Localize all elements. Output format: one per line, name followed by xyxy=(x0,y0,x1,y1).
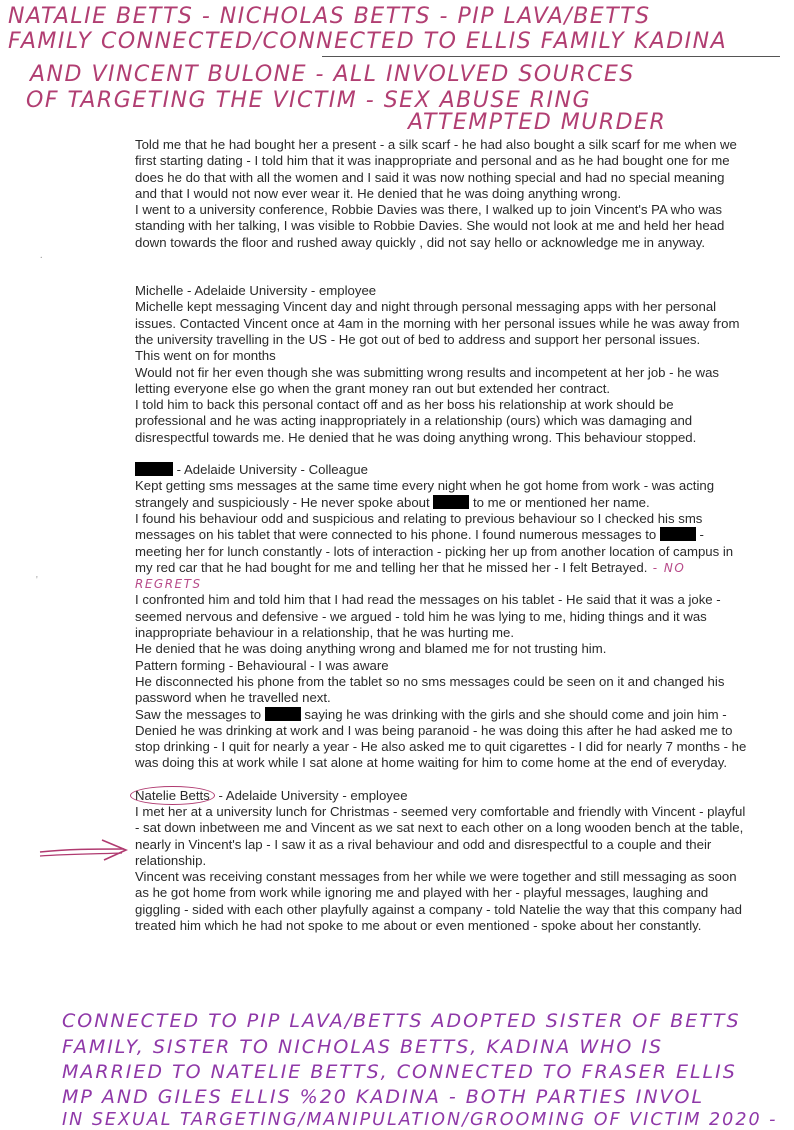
handwritten-line: NATALIE BETTS - NICHOLAS BETTS - PIP LAVA/BETTS xyxy=(8,4,651,29)
divider-line xyxy=(322,56,780,57)
paragraph: This went on for months xyxy=(135,348,276,364)
handwritten-line: AND VINCENT BULONE - ALL INVOLVED SOURCES xyxy=(30,62,635,87)
heading-text: - Adelaide University - employee xyxy=(214,787,408,803)
scan-mark: . xyxy=(40,250,43,261)
handwritten-line: OF TARGETING THE VICTIM - SEX ABUSE RING xyxy=(26,88,592,113)
paragraph: Told me that he had bought her a present - a silk scarf - he had also bought a silk scarf for me when we first starting dating - I told him that it was inappropriate and personal and as he had bought one for me does he do that with all the women and I said it was now nothing special and had no special meaning and that I would not now ever wear it. He denied that he was doing anything wrong. xyxy=(135,137,737,201)
handwritten-line: MP AND GILES ELLIS %20 KADINA - BOTH PARTIES INVOL xyxy=(62,1086,705,1108)
paragraph: I told him to back this personal contact off and as her boss his relationship at work should be professional and he was acting inappropriately in a relationship (ours) which was damaging and disrespectful towards me. He denied that he was doing anything wrong. This behaviour stopped. xyxy=(135,397,697,445)
redaction-box xyxy=(265,707,301,721)
section-heading-colleague xyxy=(135,462,747,478)
paragraph: Vincent was receiving constant messages from her while we were together and still messaging as soon as he got home from work while ignoring me and played with her - playful messages, laughing and giggling - sided with each other playfully against a company - told Natelie the way that this company had treated him which he had not spoke to me about or even mentioned - spoke about her constantly. xyxy=(135,869,742,934)
handwritten-note: - NO REGRETS xyxy=(135,560,686,592)
heading-text: - Adelaide University - Colleague xyxy=(173,462,368,478)
text-span: - meeting her for lunch constantly - lots of interaction - picking her up from another location of campus in my red car that he had bought for me and telling her that he missed her - I felt Betrayed. xyxy=(135,527,734,575)
text-span: saying he was drinking with the girls and she should come and join him - Denied he was drinking at work and I was being paranoid - he was doing this after he had asked me to stop drinking - I quit for nearly a year - He also asked me to quit cigarettes - I did for nearly 7 months - he was doing this at work while I sat alone at home waiting for him to come home at the end of everyday. xyxy=(135,706,747,771)
text-span: to me or mentioned her name. xyxy=(469,494,650,510)
redaction-box xyxy=(660,527,696,541)
arrow-icon xyxy=(38,838,128,862)
paragraph: Michelle kept messaging Vincent day and night through personal messaging apps with her personal issues. Contacted Vincent once at 4am in the morning with her personal issues while he was away from the university travelling in the US - He got out of bed to address and support her personal issues. xyxy=(135,299,740,347)
handwritten-line: FAMILY CONNECTED/CONNECTED TO ELLIS FAMILY KADINA xyxy=(8,29,728,54)
paragraph xyxy=(135,707,747,772)
paragraph: Would not fir her even though she was submitting wrong results and incompetent at her job - he was letting everyone else go when the grant money ran out but extended her contract. xyxy=(135,364,719,396)
scan-mark: ' xyxy=(36,575,38,586)
document-body xyxy=(135,137,747,934)
text-span: Kept getting sms messages at the same time every night when he got home from work - was acting strangely and suspiciously - He never spoke about xyxy=(135,478,715,510)
handwritten-line: ATTEMPTED MURDER xyxy=(408,110,667,135)
handwritten-line: MARRIED TO NATELIE BETTS, CONNECTED TO FRASER ELLIS xyxy=(62,1061,737,1083)
section-heading-natelie xyxy=(135,788,747,804)
redaction-box xyxy=(433,495,469,509)
paragraph: I went to a university conference, Robbie Davies was there, I walked up to join Vincent's PA who was standing with her talking, I was visible to Robbie Davies. She would not look at me and held her head down towards the floor and rushed away quickly , did not say hello or acknowledge me in anyway. xyxy=(135,202,725,250)
handwritten-line: FAMILY, SISTER TO NICHOLAS BETTS, KADINA WHO IS xyxy=(62,1036,664,1058)
handwritten-line: IN SEXUAL TARGETING/MANIPULATION/GROOMING OF VICTIM 2020 - xyxy=(62,1110,778,1130)
paragraph xyxy=(135,478,747,511)
paragraph: He disconnected his phone from the tablet so no sms messages could be seen on it and changed his password when he travelled next. xyxy=(135,673,725,706)
text-span: Saw the messages to xyxy=(135,706,265,722)
paragraph: Pattern forming - Behavioural - I was aware xyxy=(135,657,389,673)
paragraph: I met her at a university lunch for Christmas - seemed very comfortable and friendly with Vincent - playful - sat down inbetween me and Vincent as we sat next to each other on a long wooden bench at the table, nearly in Vincent's lap - I saw it as a rival behaviour and odd and disrespectful to a couple and their relationship. xyxy=(135,803,746,868)
paragraph: I confronted him and told him that I had read the messages on his tablet - He said that it was a joke - seemed nervous and defensive - we argued - told him he was lying to me, hiding things and it was inappropriate behaviour in a relationship, that he was hurting me. xyxy=(135,592,721,641)
handwritten-line: CONNECTED TO PIP LAVA/BETTS ADOPTED SISTER OF BETTS xyxy=(62,1010,741,1032)
paragraph: He denied that he was doing anything wrong and blamed me for not trusting him. xyxy=(135,641,607,657)
text-span: I found his behaviour odd and suspicious and relating to previous behaviour so I checked his sms messages on his tablet that were connected to his phone. I found numerous messages to xyxy=(135,510,703,543)
paragraph xyxy=(135,511,747,592)
redaction-box xyxy=(135,462,173,476)
circled-name: Natelie Betts xyxy=(130,786,215,805)
section-heading-michelle: Michelle - Adelaide University - employee xyxy=(135,283,377,299)
